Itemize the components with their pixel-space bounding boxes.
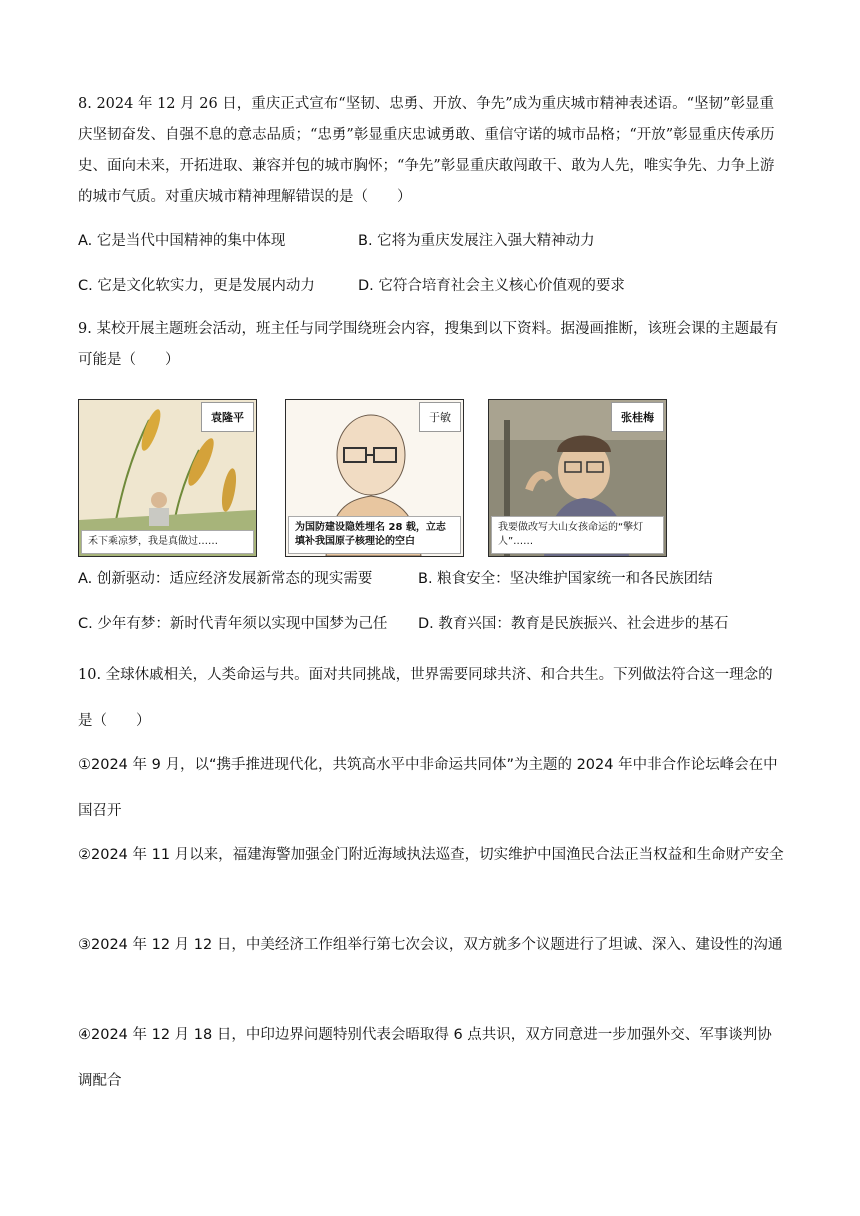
panel-shadow	[463, 400, 464, 556]
q9-option-c[interactable]: C. 少年有梦：新时代青年须以实现中国梦为己任	[78, 616, 388, 632]
q10-statement-4: ④2024 年 12 月 18 日，中印边界问题特别代表会晤取得 6 点共识，双方同意进一步加强外交、军事谈判协调配合	[78, 1027, 772, 1089]
q8-option-a[interactable]: A. 它是当代中国精神的集中体现	[78, 233, 286, 249]
q10-statement-2: ②2024 年 11 月以来，福建海警加强金门附近海域执法巡查，切实维护中国渔民合法正当权益和生命财产安全	[78, 847, 784, 863]
question-10-stem: 10. 全球休戚相关，人类命运与共。面对共同挑战，世界需要同球共济、和合共生。下列做法符合这一理念的是（ ）	[78, 667, 773, 729]
panel-caption: 禾下乘凉梦，我是真做过……	[81, 530, 254, 554]
q8-option-d[interactable]: D. 它符合培育社会主义核心价值观的要求	[358, 278, 625, 294]
comic-panel-yu-min	[285, 399, 464, 557]
panel-name-tag: 张桂梅	[611, 402, 664, 432]
comic-panel-yuan-longping	[78, 399, 257, 557]
q8-option-b[interactable]: B. 它将为重庆发展注入强大精神动力	[358, 233, 595, 249]
q9-option-b[interactable]: B. 粮食安全：坚决维护国家统一和各民族团结	[418, 571, 713, 587]
panel-shadow	[256, 400, 257, 556]
panel-caption: 为国防建设隐姓埋名 28 载，立志填补我国原子核理论的空白	[288, 516, 461, 554]
question-9-stem: 9. 某校开展主题班会活动，班主任与同学围绕班会内容，搜集到以下资料。据漫画推断，该班会课的主题最有可能是（ ）	[78, 321, 778, 368]
q10-statement-1: ①2024 年 9 月，以“携手推进现代化，共筑高水平中非命运共同体”为主题的 2024 年中非合作论坛峰会在中国召开	[78, 757, 778, 819]
q10-statement-3: ③2024 年 12 月 12 日，中美经济工作组举行第七次会议，双方就多个议题进行了坦诚、深入、建设性的沟通	[78, 937, 783, 953]
question-8-stem: 8. 2024 年 12 月 26 日，重庆正式宣布“坚韧、忠勇、开放、争先”成为重庆城市精神表述语。“坚韧”彰显重庆坚韧奋发、自强不息的意志品质；“忠勇”彰显重庆忠诚勇敢、重信守诺的城市品格；“开放”彰显重庆传承历史、面向未来，开拓进取、兼容并包的城市胸怀；“争先”彰显重庆敢闯敢干、敢为人先，唯实争先、力争上游的城市气质。对重庆城市精神理解错误的是（ ）	[78, 96, 775, 205]
panel-name-tag: 袁隆平	[201, 402, 254, 432]
q8-option-c[interactable]: C. 它是文化软实力，更是发展内动力	[78, 278, 315, 294]
panel-shadow	[666, 400, 667, 556]
q9-option-d[interactable]: D. 教育兴国：教育是民族振兴、社会进步的基石	[418, 616, 729, 632]
panel-name-tag: 于敏	[419, 402, 461, 432]
comic-panel-zhang-guimei	[488, 399, 667, 557]
panel-caption: 我要做改写大山女孩命运的“擎灯人”……	[491, 516, 664, 554]
q9-option-a[interactable]: A. 创新驱动：适应经济发展新常态的现实需要	[78, 571, 373, 587]
